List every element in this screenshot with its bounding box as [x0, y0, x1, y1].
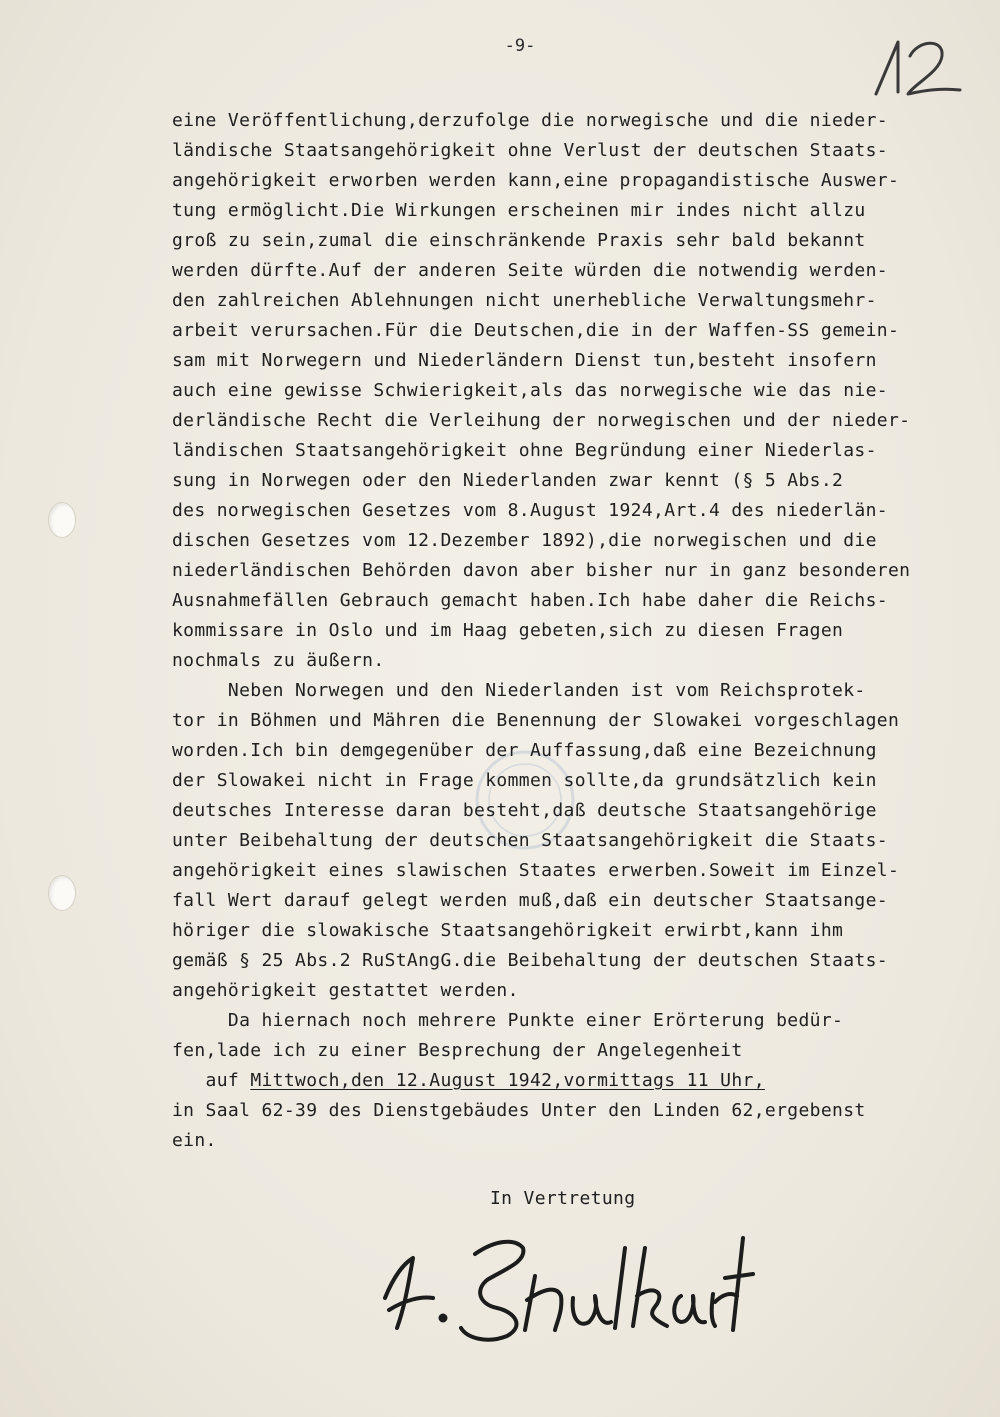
text-line: dischen Gesetzes vom 12.Dezember 1892),die norwegischen und die	[172, 530, 877, 551]
text-line: angehörigkeit gestattet werden.	[172, 980, 519, 1001]
text-line: des norwegischen Gesetzes vom 8.August 1924,Art.4 des niederlän-	[172, 500, 888, 521]
text-line: nochmals zu äußern.	[172, 650, 385, 671]
text-line: Da hiernach noch mehrere Punkte einer Erörterung bedür-	[172, 1010, 844, 1031]
text-line: höriger die slowakische Staatsangehörigkeit erwirbt,kann ihm	[172, 920, 844, 941]
letter-body	[172, 106, 972, 1156]
text-line: sam mit Norwegern und Niederländern Dienst tun,besteht insofern	[172, 350, 877, 371]
text-line: derländische Recht die Verleihung der norwegischen und der nieder-	[172, 410, 911, 431]
text-line: groß zu sein,zumal die einschränkende Praxis sehr bald bekannt	[172, 230, 866, 251]
text-line: deutsches Interesse daran besteht,daß deutsche Staatsangehörige	[172, 800, 877, 821]
text-line: angehörigkeit erworben werden kann,eine propagandistische Auswer-	[172, 170, 900, 191]
text-line: ländische Staatsangehörigkeit ohne Verlust der deutschen Staats-	[172, 140, 888, 161]
text-line: sung in Norwegen oder den Niederlanden zwar kennt (§ 5 Abs.2	[172, 470, 844, 491]
handwritten-folio-number	[868, 34, 968, 104]
text-line: werden dürfte.Auf der anderen Seite würden die notwendig werden-	[172, 260, 888, 281]
text-line: tung ermöglicht.Die Wirkungen erscheinen mir indes nicht allzu	[172, 200, 866, 221]
text-line: niederländischen Behörden davon aber bisher nur in ganz besonderen	[172, 560, 911, 581]
text-line: arbeit verursachen.Für die Deutschen,die in der Waffen-SS gemein-	[172, 320, 900, 341]
text-line: fen,lade ich zu einer Besprechung der Angelegenheit	[172, 1040, 743, 1061]
text-line: der Slowakei nicht in Frage kommen sollte,da grundsätzlich kein	[172, 770, 877, 791]
punch-hole-bottom	[48, 875, 76, 911]
meeting-prefix: auf	[172, 1070, 251, 1091]
text-line: in Saal 62-39 des Dienstgebäudes Unter den Linden 62,ergebenst	[172, 1100, 866, 1121]
text-line: den zahlreichen Ablehnungen nicht unerhebliche Verwaltungsmehr-	[172, 290, 877, 311]
text-line: ein.	[172, 1130, 217, 1151]
text-line: tor in Böhmen und Mähren die Benennung der Slowakei vorgeschlagen	[172, 710, 900, 731]
punch-hole-top	[48, 502, 76, 538]
text-line: Ausnahmefällen Gebrauch gemacht haben.Ich habe daher die Reichs-	[172, 590, 888, 611]
closing-phrase: In Vertretung	[490, 1188, 636, 1209]
text-line: angehörigkeit eines slawischen Staates erwerben.Soweit im Einzel-	[172, 860, 900, 881]
text-line: auch eine gewisse Schwierigkeit,als das norwegische wie das nie-	[172, 380, 888, 401]
text-line: ländischen Staatsangehörigkeit ohne Begründung einer Niederlas-	[172, 440, 877, 461]
meeting-line	[172, 1066, 972, 1096]
text-line: eine Veröffentlichung,derzufolge die norwegische und die nieder-	[172, 110, 888, 131]
text-line: gemäß § 25 Abs.2 RuStAngG.die Beibehaltung der deutschen Staats-	[172, 950, 888, 971]
text-line: fall Wert darauf gelegt werden muß,daß ein deutscher Staatsange-	[172, 890, 888, 911]
handwritten-signature	[375, 1218, 755, 1348]
text-line: kommissare in Oslo und im Haag gebeten,sich zu diesen Fragen	[172, 620, 844, 641]
text-line: Neben Norwegen und den Niederlanden ist vom Reichsprotek-	[172, 680, 866, 701]
page-number: -9-	[504, 36, 536, 56]
meeting-date: Mittwoch,den 12.August 1942,vormittags 11 Uhr,	[250, 1070, 765, 1091]
text-line: unter Beibehaltung der deutschen Staatsangehörigkeit die Staats-	[172, 830, 888, 851]
text-line: worden.Ich bin demgegenüber der Auffassung,daß eine Bezeichnung	[172, 740, 877, 761]
